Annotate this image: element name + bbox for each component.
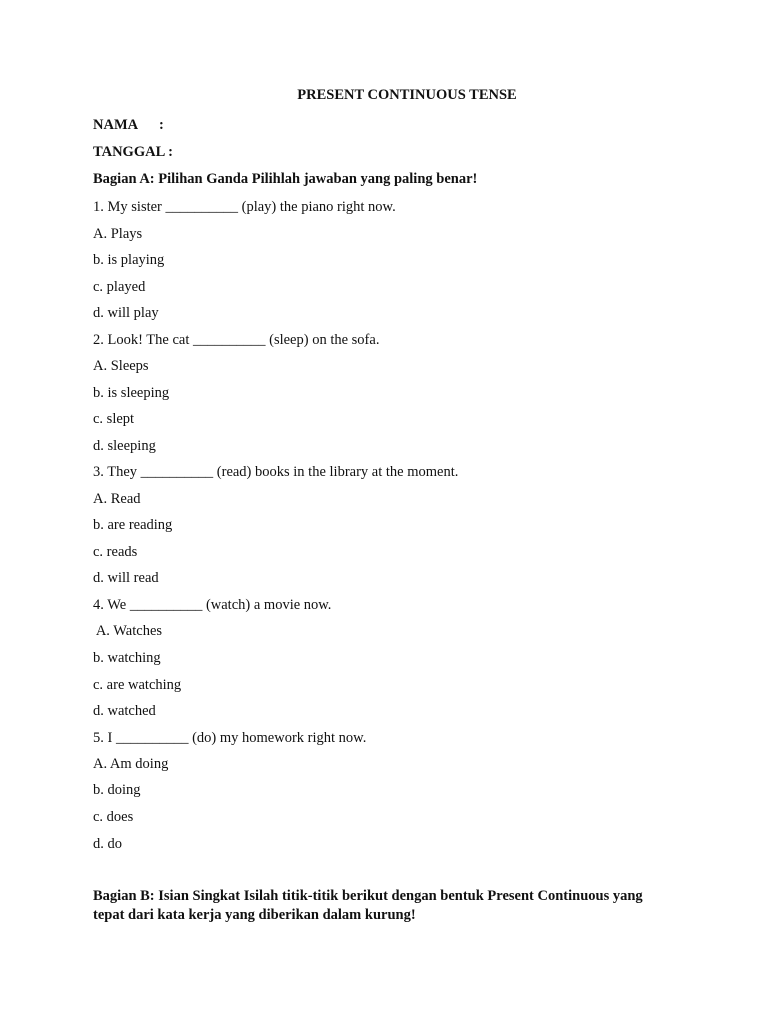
option-4b: b. watching: [93, 650, 161, 666]
section-b-heading: Bagian B: Isian Singkat Isilah titik-titik berikut dengan bentuk Present Continuous yang tepat dari kata kerja yang diberikan dalam kurung!: [93, 888, 643, 923]
question-1: 1. My sister __________ (play) the piano right now.: [93, 199, 396, 215]
option-5d: d. do: [93, 836, 122, 852]
option-1a: A. Plays: [93, 226, 143, 242]
option-5c: c. does: [93, 809, 134, 825]
option-1b: b. is playing: [93, 252, 165, 268]
option-3a: A. Read: [93, 491, 141, 507]
question-3: 3. They __________ (read) books in the library at the moment.: [93, 464, 459, 480]
option-5a: A. Am doing: [93, 756, 169, 772]
option-3c: c. reads: [93, 544, 138, 560]
option-2a: A. Sleeps: [93, 358, 149, 374]
option-2b: b. is sleeping: [93, 385, 170, 401]
option-4c: c. are watching: [93, 677, 182, 693]
option-4a: A. Watches: [93, 623, 163, 639]
option-1d: d. will play: [93, 305, 159, 321]
question-4: 4. We __________ (watch) a movie now.: [93, 597, 332, 613]
question-5: 5. I __________ (do) my homework right now.: [93, 730, 367, 746]
option-1c: c. played: [93, 279, 146, 295]
option-2d: d. sleeping: [93, 438, 156, 454]
page-title: PRESENT CONTINUOUS TENSE: [297, 87, 517, 103]
option-3b: b. are reading: [93, 517, 173, 533]
nama-label: NAMA :: [93, 117, 164, 133]
option-4d: d. watched: [93, 703, 156, 719]
option-5b: b. doing: [93, 782, 141, 798]
section-a-heading: Bagian A: Pilihan Ganda Pilihlah jawaban yang paling benar!: [93, 171, 478, 187]
option-2c: c. slept: [93, 411, 135, 427]
tanggal-label: TANGGAL :: [93, 144, 173, 160]
question-2: 2. Look! The cat __________ (sleep) on the sofa.: [93, 332, 380, 348]
option-3d: d. will read: [93, 570, 159, 586]
